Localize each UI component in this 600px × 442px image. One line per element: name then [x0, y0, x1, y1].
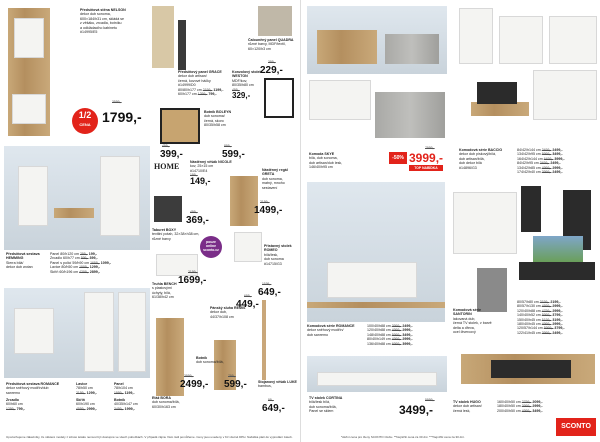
baccio-image-4 — [533, 70, 597, 120]
hallway-photo-hemming — [4, 146, 150, 250]
stojan-block: Stojanový věšák LUKE bambus, — [258, 380, 297, 389]
romeo-price: 1499,- — [254, 205, 283, 216]
hugo-price-list: 160/40/h50 cm 2799,- 2099,- 180/40/h50 cm 3999,- 2999,- 200/40/h50 cm 4999,- 3499,- — [497, 400, 543, 413]
bench-block: Truhla BENCH s plastovými úchyty, bílá, 61/38/h42 cm — [152, 282, 177, 300]
nelson-old-price: 3599,- — [112, 100, 122, 104]
romeo-image — [234, 232, 262, 262]
shoe-price: 599,- — [224, 379, 247, 390]
skye-block: Komoda SKYE bílá, dub sonoma, dub artisan/dub lesk, 146/40/h95 cm — [309, 152, 343, 170]
wall-panel-image — [152, 6, 174, 68]
nicole-block: Nástěnný věšák NICOLE kov, 25×15 cm #14710/E4 199,- 149,- — [190, 160, 232, 187]
stojan-price: 649,- — [262, 403, 285, 414]
boxy-block: Taburet BOXY textilní potah, 32×38×h38 cm, různé barvy — [152, 228, 200, 241]
romance-living-photo — [307, 182, 445, 322]
half-price-badge: 1/2 CENA — [72, 108, 98, 134]
boxy-image — [154, 196, 182, 222]
baccio-image-2 — [499, 16, 543, 64]
coat-rack-image — [178, 20, 186, 70]
nelson-image — [8, 8, 50, 136]
quadra-block: Čalouněný panel QUADRA různé barvy, MDF/textil, 60×120/h3 cm — [248, 38, 294, 51]
left-page: Předsíňová stěna NELSON dekor dub sonoma, 600×184/h31 cm, skládá se z věšáku, zrcadla, botníku a odkládacího kabinetu #14995/E5 3599,- 1/2 CENA 1799,- Čalouněný panel QUADRA různé barvy, MDF/textil, 60×120/h3 cm 399,- 229,- Předsíňový panel GRACE dekor dub artisan/ černá, kovové háčky #14999/D0 80/80/h177 cm 2199,- 1199,- 60/h177 cm 1299,- 799,- Konzolový stolek WESTON MDF/kov, 80/35/h80 cm 499,- 329,- Botník BOLEYN dub sonoma/ černá, skoro 80/35/h58 cm 499,- 399,- 899,- 599,- Nástěnný věšák NICOLE kov, 25×15 cm #14710/E4 199,- 149,- HOME Nástěnný regál GRETA dub sonoma, matný, mnoho sestavení 499,- 369,- Taburet BOXY textilní potah, 32×38×h38 cm, různé barvy 2199,- 1499,- Přístavný stolek ROMEO bílá/lesk, dub sonoma #14715/G3 pouze online sconto.cz Předsíňová sestava HEMMING Sierra bílá/ dekor dub wotan Panel 80/h120 cm 299,- 199,- Zrcadlo 60/h77 cm 599,- 399,- Panel s policí 59/h90 cm 1699,- 1099,- Lavice 80/h50 cm 1999,- 1299,- Skříň 60/h196 cm 4399,- 2899,- Truhla BENCH s plastovými úchyty, bílá, 61/38/h42 cm 2199,- 1699,- Pánský sluha REMIS dekor dub, 44/37/h108 cm 699,- 449,- 1199,- 649,- Předsíňová sestava ROMANCE dekor sněhový modřín/dub sanremo Zrcadlo 60/h60 cm 1299,- 799,- Lavice 78/h50 cm 2199,- 1299,- Skříň 60/h190 cm 4599,- 2999,- Panel 78/h104 cm 1999,- 1199,- Botník 40/35/h147 cm 3499,- 1999,- Etáž BORA dub sonoma/bílá, 60/30/h163 cm 3999,- 2499,- Botník dub sonoma/bílá, 799,- 599,- Stojanový věšák LUKE bambus, 99,- 649,- Upozorňujeme zákazníky, že některé modely z tohoto letáku nemusí být dostupné ve všech pobočkách. V případě zájmu Vám rádi pomůžeme. Ceny jsou uvedeny v Kč včetně DPH. Nabídka platí do vyprodání zásob. — [0, 0, 300, 442]
quadra-image — [258, 6, 292, 36]
shoe-block: Botník dub sonoma/bílá, — [196, 356, 224, 365]
hugo-image — [461, 354, 595, 384]
nelson-price: 1799,- — [102, 109, 142, 125]
baccio-tv-image — [471, 102, 529, 116]
skye-concrete-image — [375, 92, 445, 138]
baccio-image-1 — [459, 8, 493, 64]
romance2-block: Komodová série ROMANCE dekor sněhový modřín/ dub sanremo 100/40/h88 cm 3999,- 2499,- 120/40/h88 cm 4999,- 2999,- 148/40/h88 cm 5999,- 3499,- 80/40/h149 cm 4999,- 2999,- 136/40/h88 cm 6999,- 3999,- — [307, 324, 447, 356]
etta-block: Etáž BORA dub sonoma/bílá, 60/30/h163 cm — [152, 396, 180, 409]
santorin-price-list: 80/57/h80 cm 3199,- 2199,- 80/57/h130 cm 4599,- 2999,- 120/40/h88 cm 4799,- 2999,- 140/40/h52 cm 5999,- 3799,- 150/40/h45 cm 5199,- 3199,- 180/40/h45 cm 4999,- 2999,- 120/57/h144 cm 5999,- 3799,- 122/41/h45 cm 3999,- 2499,- — [517, 300, 565, 335]
hugo-block: TV stolek HUGO dekor dub artisan/ černá lesk, 160/40/h50 cm 2799,- 2099,- 180/40/h50 cm 3999,- 2999,- 200/40/h50 cm 4999,- 3499,- — [453, 400, 553, 422]
sconto-logo: SCONTO — [556, 418, 596, 436]
bonsai-price: 649,- — [258, 287, 281, 298]
santorin-white-image — [453, 192, 517, 254]
boleyn-block: Botník BOLEYN dub sonoma/ černá, skoro 80/35/h58 cm — [204, 110, 232, 128]
baccio-image-3 — [549, 16, 597, 64]
etta-price: 2499,- — [180, 379, 209, 390]
top-offer-badge: TOP NABÍDKA — [409, 165, 443, 171]
left-footer: Upozorňujeme zákazníky, že některé modely z tohoto letáku nemusí být dostupné ve všech pobočkách. V případě zájmu Vám rádi pomůžeme. Ceny jsou uvedeny v Kč včetně DPH. Nabídka platí do vyprodání zásob. — [6, 435, 293, 440]
skye-photo — [307, 6, 447, 74]
romance2-price-list: 100/40/h88 cm 3999,- 2499,- 120/40/h88 cm 4999,- 2999,- 148/40/h88 cm 5999,- 3499,- 80/40/h149 cm 4999,- 2999,- 136/40/h88 cm 6999,- 3999,- — [367, 324, 413, 346]
cortina-block: TV stolek CORTINA bílá/lesk bílá, dub sonoma/bílá, Panel se sklem — [309, 396, 343, 414]
hemming-price-list: Panel 80/h120 cm 299,- 199,- Zrcadlo 60/h77 cm 599,- 399,- Panel s policí 59/h90 cm 1699,- 1099,- Lavice 80/h50 cm 1999,- 1299,- Skříň 60/h196 cm 4399,- 2899,- — [50, 252, 111, 274]
tv-image — [477, 82, 517, 104]
grace-block: Předsíňový panel GRACE dekor dub artisan/ černá, kovové háčky #14999/D0 80/80/h177 cm 2199,- 1199,- 60/h177 cm 1299,- 799,- — [178, 70, 224, 97]
santorin-black-image-1 — [521, 186, 541, 232]
romance-block: Předsíňová sestava ROMANCE dekor sněhový modřín/dub sanremo Zrcadlo 60/h60 cm 1299,- 799,- Lavice 78/h50 cm 2199,- 1299,- Skříň 60/h190 cm 4599,- 2999,- Panel 78/h104 cm 1999,- 1199,- Botník 40/35/h147 cm 3499,- 1999,- — [6, 382, 138, 411]
baccio-price-list: 84/42/h144 cm 3499,- 2499,- 134/42/h95 cm 5999,- 3499,- 164/42/h144 cm 6499,- 3999,- 84/42/h95 cm 3499,- 2499,- 134/42/h85 cm 4999,- 2999,- 174/42/h40 cm 3999,- 2499,- — [517, 148, 565, 175]
remis-price: 449,- — [236, 299, 259, 310]
skye-white-image — [309, 80, 371, 120]
greta-block: Nástěnný regál GRETA dub sonoma, matný, mnoho sestavení — [262, 168, 288, 190]
boleyn-price: 399,- — [160, 149, 183, 160]
bonsai-image — [262, 300, 266, 380]
quadra-price: 229,- — [260, 65, 283, 76]
online-only-badge: pouze online sconto.cz — [200, 236, 222, 258]
bench-price: 1699,- — [178, 275, 207, 286]
cortina-photo — [307, 356, 447, 392]
boxy-price: 369,- — [186, 215, 209, 226]
hemming-block: Předsíňová sestava HEMMING Sierra bílá/ dekor dub wotan Panel 80/h120 cm 299,- 199,- Zrcadlo 60/h77 cm 599,- 399,- Panel s policí 59/h90 cm 1699,- 1099,- Lavice 80/h50 cm 1999,- 1299,- Skříň 60/h196 cm 4399,- 2899,- — [6, 252, 150, 286]
home-sign: HOME — [154, 162, 180, 171]
greta-image — [230, 176, 258, 226]
right-page: Komoda SKYE bílá, dub sonoma, dub artisan/dub lesk, 146/40/h95 cm 7999,- -50% 3999,- TOP NABÍDKA Komodová série BACCIO dekor dub pískový/bílá, dub artisan/bílá, dub dekor bílá #14896/G3 84/42/h144 cm 3499,- 2499,- 134/42/h95 cm 5999,- 3499,- 164/42/h144 cm 6499,- 3999,- 84/42/h95 cm 3499,- 2499,- 134/42/h85 cm 4999,- 2999,- 174/42/h40 cm 3999,- 2499,- Komodová série ROMANCE dekor sněhový modřín/ dub sanremo 100/40/h88 cm 3999,- 2499,- 120/40/h88 cm 4999,- 2999,- 148/40/h88 cm 5999,- 3499,- 80/40/h149 cm 4999,- 2999,- 136/40/h88 cm 6999,- 3999,- Komodová série SANTORIN lakovaná dub, černá TV stolek, v barvě delta a dřeva, ocel čtvercový 80/57/h80 cm 3199,- 2199,- 80/57/h130 cm 4599,- 2999,- 120/40/h88 cm 4799,- 2999,- 140/40/h52 cm 5999,- 3799,- 150/40/h45 cm 5199,- 3199,- 180/40/h45 cm 4999,- 2999,- 120/57/h144 cm 5999,- 3799,- 122/41/h45 cm 3999,- 2499,- TV stolek CORTINA bílá/lesk bílá, dub sonoma/bílá, Panel se sklem 5999,- 3499,- TV stolek HUGO dekor dub artisan/ černá lesk, 160/40/h50 cm 2799,- 2099,- 180/40/h50 cm 3999,- 2999,- 200/40/h50 cm 4999,- 3499,- SCONTO *Akční cena pro členy SCONTO Clubu. **Nejnižší cena za 30 dní. ***Nejnižší cena za 30 dní. — [300, 0, 600, 442]
remis-block: Pánský sluha REMIS dekor dub, 44/37/h108 cm — [210, 306, 246, 319]
greta-price: 599,- — [222, 149, 245, 160]
weston-block: Konzolový stolek WESTON MDF/kov, 80/35/h80 cm 499,- 329,- — [232, 70, 262, 100]
santorin-tv-image — [519, 262, 595, 280]
cortina-price: 3499,- — [399, 403, 434, 417]
hallway-photo-romance — [4, 288, 150, 378]
right-footer: *Akční cena pro členy SCONTO Clubu. **Nejnižší cena za 30 dní. ***Nejnižší cena za 30 dní. — [341, 435, 465, 440]
nelson-title: Předsíňová stěna NELSON — [80, 8, 126, 12]
nelson-block: Předsíňová stěna NELSON dekor dub sonoma, 600×184/h31 cm, skládá se z věšáku, zrcadla, botníku a odkládacího kabinetu #14995/E5 — [80, 8, 150, 68]
discount-badge: -50% — [389, 152, 407, 164]
skye-price: 3999,- — [409, 151, 444, 165]
boleyn-image — [160, 108, 200, 144]
weston-image — [264, 78, 294, 118]
baccio-block: Komodová série BACCIO dekor dub pískový/bílá, dub artisan/bílá, dub dekor bílá #14896/G3 84/42/h144 cm 3499,- 2499,- 134/42/h95 cm 5999,- 3499,- 164/42/h144 cm 6499,- 3999,- 84/42/h95 cm 3499,- 2499,- 134/42/h85 cm 4999,- 2999,- 174/42/h40 cm 3999,- 2499,- — [459, 148, 599, 182]
santorin-block: Komodová série SANTORIN lakovaná dub, černá TV stolek, v barvě delta a dřeva, ocel čtvercový 80/57/h80 cm 3199,- 2199,- 80/57/h130 cm 4599,- 2999,- 120/40/h88 cm 4799,- 2999,- 140/40/h52 cm 5999,- 3799,- 150/40/h45 cm 5199,- 3199,- 180/40/h45 cm 4999,- 2999,- 120/57/h144 cm 5999,- 3799,- 122/41/h45 cm 3999,- 2499,- — [453, 300, 599, 346]
landscape-photo — [533, 236, 583, 262]
romeo-block: Přístavný stolek ROMEO bílá/lesk, dub sonoma #14715/G3 — [264, 244, 292, 266]
